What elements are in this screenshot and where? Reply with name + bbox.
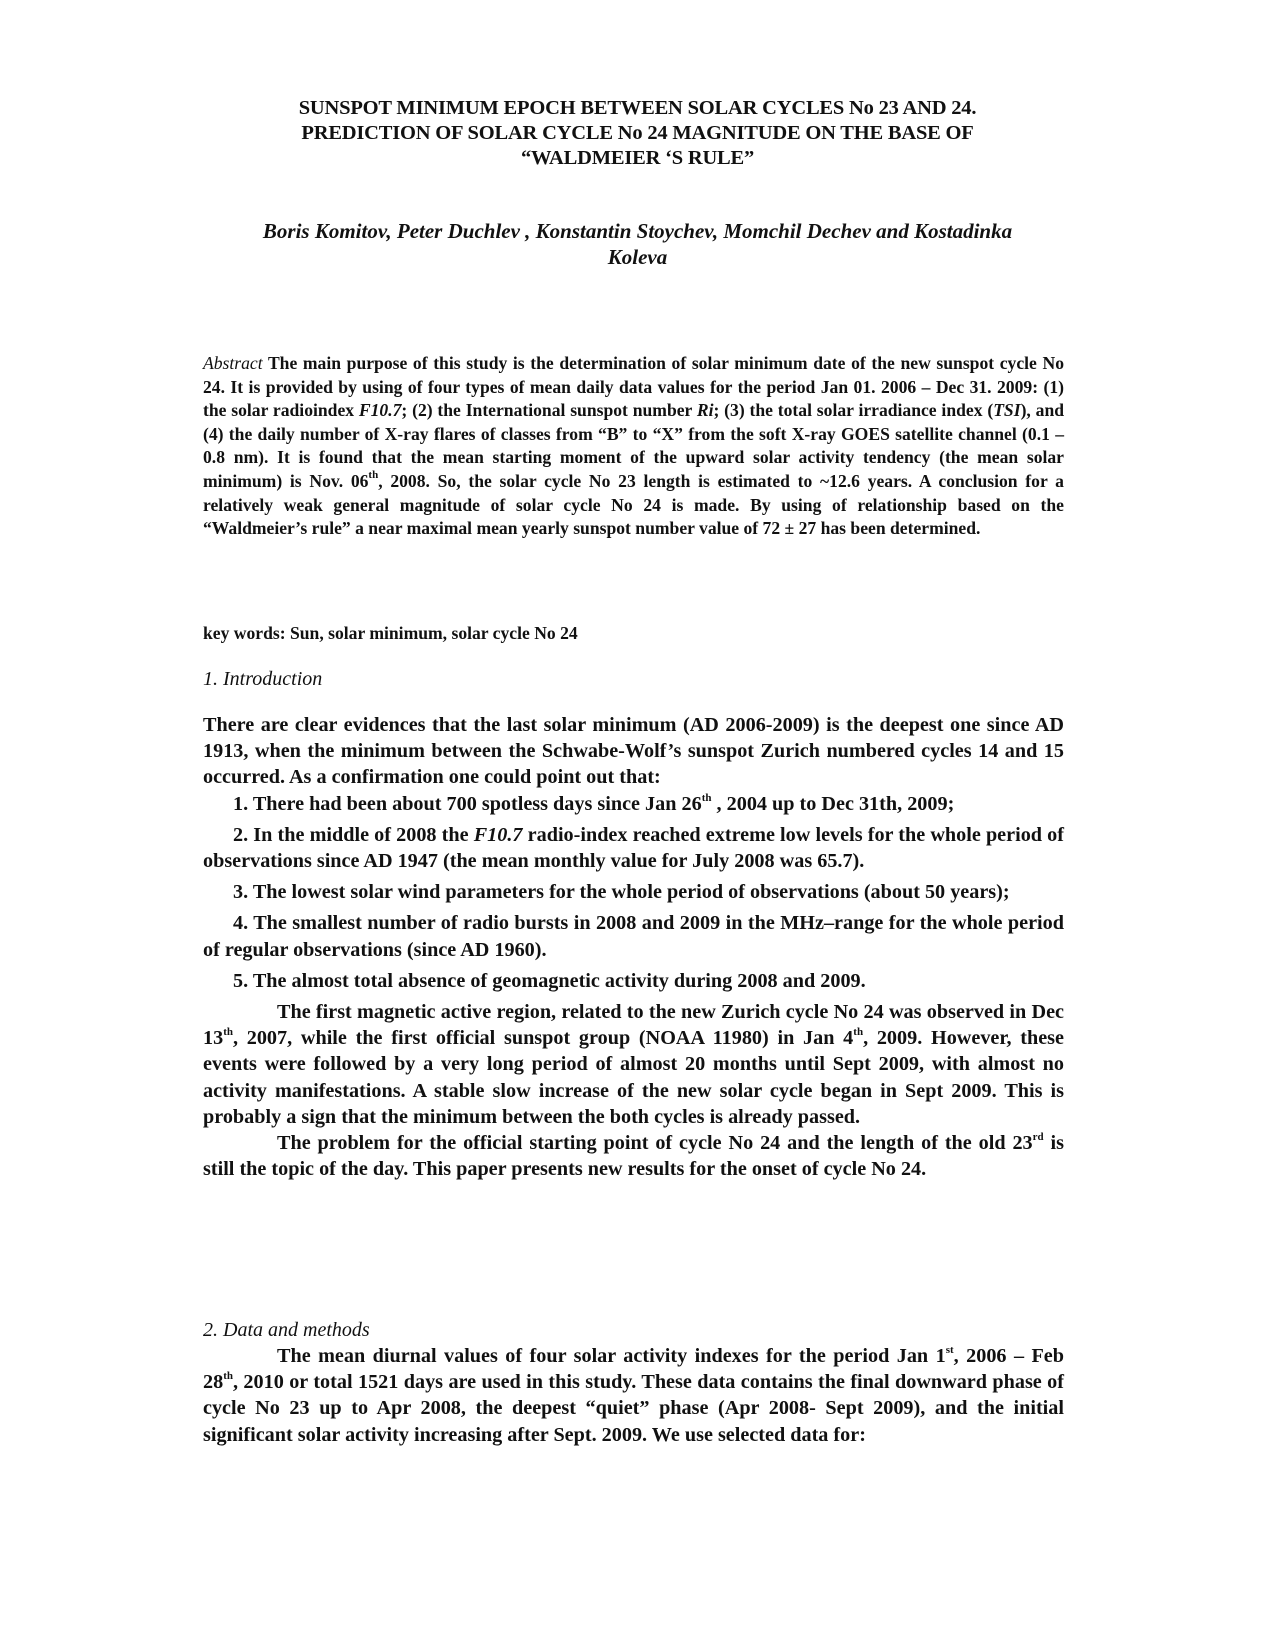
section-heading-introduction: 1. Introduction [203, 668, 323, 690]
title-line-1: SUNSPOT MINIMUM EPOCH BETWEEN SOLAR CYCLES No 23 AND 24. [298, 97, 977, 119]
intro-list-item-3: 3. The lowest solar wind parameters for the whole period of observations (about 50 years); [233, 881, 1010, 904]
intro-paragraph-3: The problem for the official starting point of cycle No 24 and the length of the old 23rd is still the topic of the day. This paper presents new results for the onset of cycle No 24. [203, 1131, 1064, 1181]
introduction-body [203, 712, 1064, 1182]
author-list [200, 218, 1075, 270]
intro-list-item-5: 5. The almost total absence of geomagnetic activity during 2008 and 2009. [233, 969, 866, 992]
intro-list-item-2: 2. In the middle of 2008 the F10.7 radio-index reached extreme low levels for the whole period of observations since AD 1947 (the mean monthly value for July 2008 was 65.7). [203, 823, 1064, 873]
intro-list-item-1: 1. There had been about 700 spotless days since Jan 26th , 2004 up to Dec 31th, 2009; [233, 791, 955, 815]
abstract-label: Abstract [203, 353, 263, 373]
data-methods-body [203, 1343, 1064, 1448]
data-paragraph-1: The mean diurnal values of four solar activity indexes for the period Jan 1st, 2006 – Feb 28th, 2010 or total 1521 days are used in this study. These data contains the final downward phase of cycle No 23 up to Apr 2008, the deepest “quiet” phase (Apr 2008- Sept 2009), and the initial significant solar activity increasing after Sept. 2009. We use selected data for: [203, 1344, 1064, 1446]
intro-paragraph-2: The first magnetic active region, related to the new Zurich cycle No 24 was observed in Dec 13th, 2007, while the first official sunspot group (NOAA 11980) in Jan 4th, 2009. However, these events were followed by a very long period of almost 20 months until Sept 2009, with almost no activity manifestations. A stable slow increase of the new solar cycle began in Sept 2009. This is probably a sign that the minimum between the both cycles is already passed. [203, 1001, 1064, 1128]
section-heading-data-and-methods: 2. Data and methods [203, 1319, 370, 1341]
intro-paragraph-1: There are clear evidences that the last solar minimum (AD 2006-2009) is the deepest one since AD 1913, when the minimum between the Schwabe-Wolf’s sunspot Zurich numbered cycles 14 and 15 occurred. As a confirmation one could point out that: [203, 714, 1064, 789]
abstract: Abstract The main purpose of this study is the determination of solar minimum date of the new sunspot cycle No 24. It is provided by using of four types of mean daily data values for the period Jan 01. 2006 – Dec 31. 2009: (1) the solar radioindex F10.7; (2) the International sunspot number Ri; (3) the total solar irradiance index (TSI), and (4) the daily number of X-ray flares of classes from “B” to “X” from the soft X-ray GOES satellite channel (0.1 – 0.8 nm). It is found that the mean starting moment of the upward solar activity tendency (the mean solar minimum) is Nov. 06th, 2008. So, the solar cycle No 23 length is estimated to ~12.6 years. A conclusion for a relatively weak general magnitude of solar cycle No 24 is made. By using of relationship based on the “Waldmeier’s rule” a near maximal mean yearly sunspot number value of 72 ± 27 has been determined. [203, 353, 1065, 539]
authors-line-1: Boris Komitov, Peter Duchlev , Konstantin Stoychev, Momchil Dechev and Kostadinka [262, 219, 1013, 243]
paper-title [200, 96, 1075, 171]
title-line-2: PREDICTION OF SOLAR CYCLE No 24 MAGNITUDE ON THE BASE OF [301, 122, 974, 144]
intro-list-item-4: 4. The smallest number of radio bursts in 2008 and 2009 in the MHz–range for the whole period of regular observations (since AD 1960). [203, 912, 1064, 961]
title-line-3: “WALDMEIER ‘S RULE” [520, 147, 755, 169]
authors-line-2: Koleva [607, 245, 668, 269]
keywords: key words: Sun, solar minimum, solar cycle No 24 [203, 623, 578, 643]
